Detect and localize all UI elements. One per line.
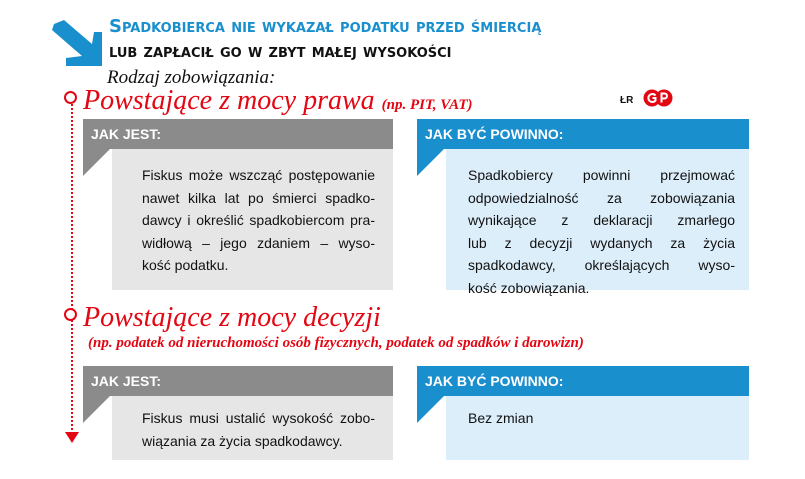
timeline-marker-2 — [64, 308, 77, 321]
timeline-arrow-icon — [65, 432, 79, 443]
section-1-proposed-header: JAK BYĆ POWINNO: — [417, 119, 749, 149]
text-line: spadkodawcy, określających wyso- — [468, 257, 735, 273]
section-1-title — [83, 85, 473, 117]
obligation-type-label: Rodzaj zobowiązania: — [107, 67, 276, 88]
section-2-current-header: JAK JEST: — [83, 366, 393, 396]
section-2-title: Powstające z mocy decyzji — [83, 302, 381, 333]
page-title-line-1: Spadkobierca nie wykazał podatku przed śmiercią — [109, 16, 542, 37]
section-1-title-text: Powstające z mocy prawa — [83, 85, 375, 116]
section-2-proposed-text — [446, 396, 749, 460]
section-1-current-corner — [83, 149, 110, 176]
section-2-current-text — [112, 396, 393, 460]
timeline-marker-1 — [64, 91, 77, 104]
text-line: Fiskus może wszcząć postępowanie — [142, 167, 375, 183]
text-line: wynikające z deklaracji zmarłego — [468, 212, 735, 228]
section-2-proposed-corner — [417, 396, 444, 423]
text-line: Fiskus musi ustalić wysokość zobo- — [142, 410, 375, 426]
section-1-proposed-text — [446, 149, 749, 296]
text-line: lub z decyzji wydanych za życia — [468, 234, 735, 251]
section-1-proposed-corner — [417, 149, 444, 176]
section-1-current-header: JAK JEST: — [83, 119, 393, 149]
text-line: kość podatku. — [142, 257, 229, 273]
text-line: Bez zmian — [468, 410, 534, 426]
text-line: widłową – jego zdaniem – wyso- — [142, 234, 375, 251]
text-line: kość zobowiązania. — [468, 279, 590, 296]
section-1-note: (np. PIT, VAT) — [381, 97, 473, 113]
gp-logo-icon — [643, 89, 673, 107]
text-line: odpowiedzialność za zobowiązania — [468, 189, 735, 206]
page-title-line-2: lub zapłacił go w zbyt małej wysokości — [109, 41, 452, 62]
section-2-current-corner — [83, 396, 110, 423]
section-1-current-text — [112, 149, 393, 290]
timeline-line — [71, 104, 73, 434]
text-line: dawcy i określić spadkobiercom pra- — [142, 212, 375, 228]
text-line: nawet kilka lat po śmierci spadko- — [142, 189, 375, 206]
arrow-down-right-icon — [52, 20, 102, 66]
section-2-proposed-header: JAK BYĆ POWINNO: — [417, 366, 749, 396]
text-line: wiązania za życia spadkodawcy. — [142, 432, 343, 449]
text-line: Spadkobiercy powinni przejmować — [468, 167, 735, 183]
author-credit: ŁR — [620, 95, 634, 106]
section-2-note: (np. podatek od nieruchomości osób fizycznych, podatek od spadków i darowizn) — [88, 335, 584, 351]
